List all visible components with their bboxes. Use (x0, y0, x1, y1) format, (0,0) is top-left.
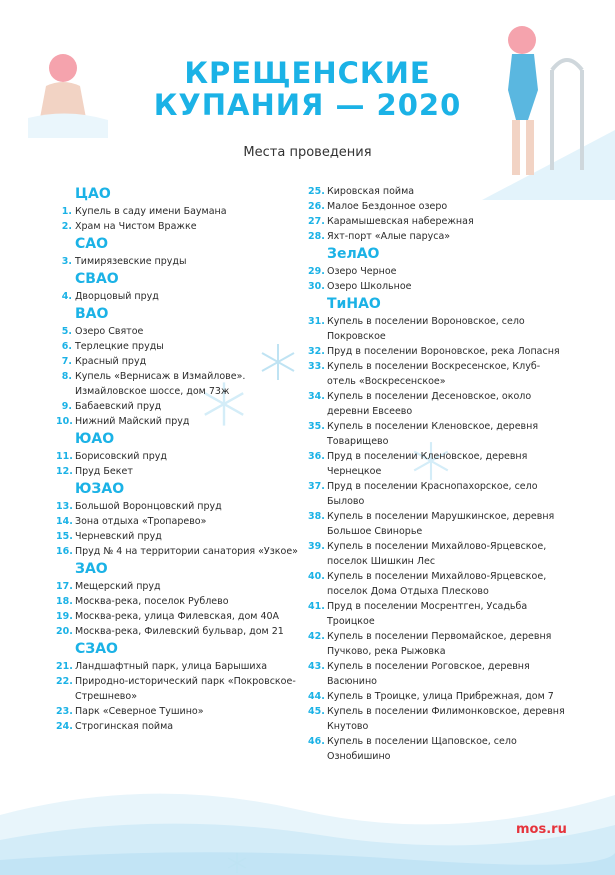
snowflake-icon (226, 852, 248, 874)
item-number: 27. (308, 216, 325, 227)
title-line-2: КУПАНИЯ — 2020 (153, 88, 462, 122)
district-heading: СЗАО (75, 641, 118, 657)
item-number: 39. (308, 541, 325, 552)
list-item (56, 399, 316, 414)
list-item (56, 544, 316, 559)
item-number: 32. (308, 346, 325, 357)
list-item (56, 414, 316, 429)
list-item (56, 609, 316, 624)
item-number: 13. (56, 501, 73, 512)
item-name: Купель в поселении Кленовское, деревня Товарищево (327, 421, 539, 447)
list-item (308, 629, 568, 659)
item-name: Дворцовый пруд (75, 291, 159, 302)
list-item (308, 359, 568, 389)
list-item (56, 324, 316, 339)
item-number: 3. (61, 256, 72, 267)
list-item (308, 314, 568, 344)
title-line-1: КРЕЩЕНСКИЕ (184, 56, 431, 90)
item-number: 40. (308, 571, 325, 582)
item-name: Черневский пруд (75, 531, 162, 542)
list-item (308, 479, 568, 509)
item-number: 26. (308, 201, 325, 212)
list-item (308, 509, 568, 539)
item-name: Купель в саду имени Баумана (75, 206, 227, 217)
item-number: 6. (61, 341, 72, 352)
item-name: Москва-река, поселок Рублево (75, 596, 229, 607)
district-heading: ЗАО (75, 561, 108, 577)
item-number: 29. (308, 266, 325, 277)
district-heading: ЮАО (75, 431, 115, 447)
item-name: Парк «Северное Тушино» (75, 706, 204, 717)
item-number: 36. (308, 451, 325, 462)
item-number: 35. (308, 421, 325, 432)
item-number: 42. (308, 631, 325, 642)
list-item (56, 529, 316, 544)
item-name: Красный пруд (75, 356, 147, 367)
item-name: Терлецкие пруды (75, 341, 164, 352)
item-name: Пруд в поселении Мосрентген, Усадьба Троицкое (327, 601, 528, 627)
item-number: 20. (56, 626, 73, 637)
item-name: Бабаевский пруд (75, 401, 162, 412)
item-number: 4. (61, 291, 72, 302)
item-number: 1. (61, 206, 72, 217)
item-name: Природно-исторический парк «Покровское-Стрешнево» (75, 676, 296, 702)
list-item (308, 599, 568, 629)
item-name: Пруд № 4 на территории санатория «Узкое» (75, 546, 298, 557)
district-heading: ЦАО (75, 186, 111, 202)
item-name: Пруд в поселении Вороновское, река Лопасня (327, 346, 560, 357)
item-name: Ландшафтный парк, улица Барышиха (75, 661, 268, 672)
item-number: 10. (56, 416, 73, 427)
list-item (308, 214, 568, 229)
item-name: Озеро Черное (327, 266, 397, 277)
list-item (56, 624, 316, 639)
item-number: 16. (56, 546, 73, 557)
item-number: 45. (308, 706, 325, 717)
district-heading: САО (75, 236, 109, 252)
list-item (56, 464, 316, 479)
list-item (56, 659, 316, 674)
item-number: 46. (308, 736, 325, 747)
item-name: Купель в поселении Филимонковское, деревня Кнутово (327, 706, 565, 732)
item-name: Озеро Школьное (327, 281, 412, 292)
item-name: Мещерский пруд (75, 581, 161, 592)
item-number: 17. (56, 581, 73, 592)
list-item (308, 449, 568, 479)
item-name: Тимирязевские пруды (75, 256, 187, 267)
item-name: Москва-река, Филевский бульвар, дом 21 (75, 626, 284, 637)
list-item (308, 389, 568, 419)
item-name: Купель в поселении Воскресенское, Клуб-отель «Воскресенское» (327, 361, 541, 387)
list-item (56, 594, 316, 609)
list-item (308, 734, 568, 764)
item-name: Храм на Чистом Вражке (75, 221, 197, 232)
item-number: 30. (308, 281, 325, 292)
item-number: 21. (56, 661, 73, 672)
item-number: 2. (61, 221, 72, 232)
mos-ru-logo[interactable]: mos.ru (516, 822, 567, 837)
item-name: Карамышевская набережная (327, 216, 474, 227)
water-wave-background (0, 755, 615, 875)
list-item (308, 419, 568, 449)
item-number: 11. (56, 451, 73, 462)
item-name: Купель в поселении Михайлово-Ярцевское, поселок Дома Отдыха Плесково (327, 571, 547, 597)
list-item (56, 339, 316, 354)
item-name: Купель «Вернисаж в Измайлове». Измайловское шоссе, дом 73ж (75, 371, 246, 397)
list-item (56, 254, 316, 269)
item-name: Кировская пойма (327, 186, 415, 197)
item-number: 9. (61, 401, 72, 412)
item-name: Пруд Бекет (75, 466, 133, 477)
list-item (308, 704, 568, 734)
list-item (56, 579, 316, 594)
item-number: 19. (56, 611, 73, 622)
list-item (308, 264, 568, 279)
list-item (308, 184, 568, 199)
district-heading: ВАО (75, 306, 109, 322)
left-column (56, 184, 316, 734)
list-item (308, 569, 568, 599)
list-item (308, 539, 568, 569)
list-item (56, 204, 316, 219)
item-name: Купель в поселении Щаповское, село Ознобишино (327, 736, 517, 762)
item-number: 14. (56, 516, 73, 527)
item-number: 33. (308, 361, 325, 372)
list-item (308, 199, 568, 214)
list-item (56, 354, 316, 369)
item-number: 18. (56, 596, 73, 607)
item-name: Купель в поселении Михайлово-Ярцевское, поселок Шишкин Лес (327, 541, 547, 567)
list-item (56, 219, 316, 234)
item-name: Малое Бездонное озеро (327, 201, 448, 212)
list-item (308, 229, 568, 244)
item-name: Пруд в поселении Кленовское, деревня Чернецкое (327, 451, 528, 477)
item-number: 15. (56, 531, 73, 542)
list-item (56, 499, 316, 514)
district-heading: ЮЗАО (75, 481, 125, 497)
list-item (56, 719, 316, 734)
item-number: 5. (61, 326, 72, 337)
item-name: Нижний Майский пруд (75, 416, 190, 427)
item-number: 34. (308, 391, 325, 402)
item-number: 7. (61, 356, 72, 367)
list-item (308, 659, 568, 689)
item-number: 24. (56, 721, 73, 732)
item-name: Борисовский пруд (75, 451, 167, 462)
right-column (308, 184, 568, 764)
item-number: 38. (308, 511, 325, 522)
item-name: Купель в поселении Марушкинское, деревня Большое Свинорье (327, 511, 555, 537)
item-name: Зона отдыха «Тропарево» (75, 516, 207, 527)
item-name: Купель в Троицке, улица Прибрежная, дом 7 (327, 691, 554, 702)
district-heading: ЗелАО (327, 246, 380, 262)
item-number: 12. (56, 466, 73, 477)
list-item (56, 449, 316, 464)
item-number: 28. (308, 231, 325, 242)
list-item (308, 344, 568, 359)
list-item (56, 704, 316, 719)
list-item (308, 689, 568, 704)
item-name: Большой Воронцовский пруд (75, 501, 222, 512)
district-heading: СВАО (75, 271, 119, 287)
list-item (56, 369, 316, 399)
item-name: Москва-река, улица Филевская, дом 40А (75, 611, 280, 622)
item-name: Купель в поселении Первомайское, деревня Пучково, река Рыжовка (327, 631, 552, 657)
item-name: Купель в поселении Вороновское, село Покровское (327, 316, 525, 342)
item-name: Купель в поселении Десеновское, около деревни Евсеево (327, 391, 532, 417)
item-number: 43. (308, 661, 325, 672)
page-title (0, 57, 615, 121)
item-number: 8. (61, 371, 72, 382)
item-name: Купель в поселении Роговское, деревня Васюнино (327, 661, 530, 687)
list-item (308, 279, 568, 294)
item-name: Озеро Святое (75, 326, 144, 337)
district-heading: ТиНАО (327, 296, 381, 312)
item-number: 37. (308, 481, 325, 492)
item-number: 25. (308, 186, 325, 197)
list-item (56, 514, 316, 529)
list-item (56, 289, 316, 304)
page-subtitle: Места проведения (243, 145, 372, 160)
item-name: Строгинская пойма (75, 721, 174, 732)
item-number: 23. (56, 706, 73, 717)
item-number: 44. (308, 691, 325, 702)
list-item (56, 674, 316, 704)
item-name: Яхт-порт «Алые паруса» (327, 231, 451, 242)
item-number: 41. (308, 601, 325, 612)
item-name: Пруд в поселении Краснопахорское, село Былово (327, 481, 538, 507)
item-number: 31. (308, 316, 325, 327)
item-number: 22. (56, 676, 73, 687)
